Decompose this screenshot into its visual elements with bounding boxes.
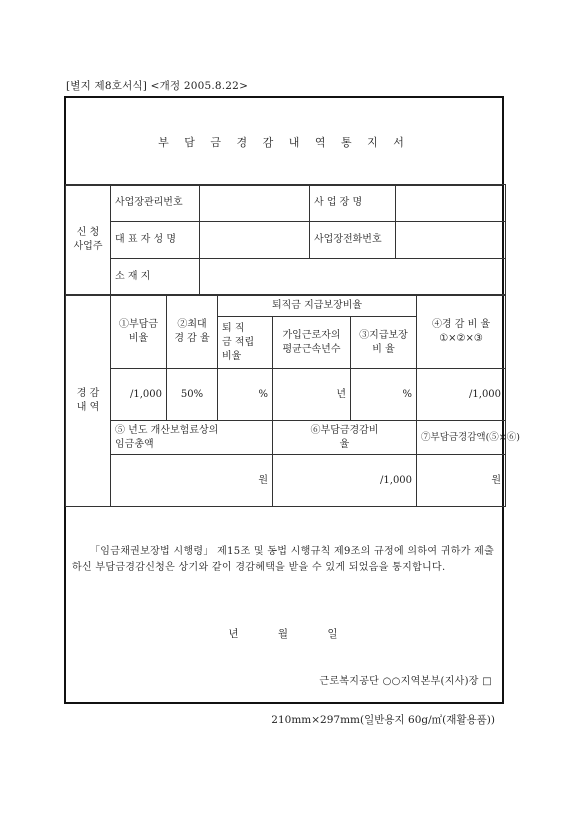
burden-reduction-rate-header: ⑥부담금경감비 율 — [273, 421, 417, 455]
biz-phone-field[interactable] — [396, 222, 506, 259]
biz-name-label: 사 업 장 명 — [310, 185, 396, 222]
reduction-ratio-header: ④경 감 비 율 ①×②×③ — [417, 295, 506, 369]
form-title: 부 담 금 경 감 내 역 통 지 서 — [66, 98, 502, 186]
total-wage-header: ⑤ 년도 개산보험료상의 임금총액 — [111, 421, 273, 455]
burden-reduction-amount-value[interactable]: 원 — [417, 455, 506, 507]
biz-name-field[interactable] — [396, 185, 506, 222]
guarantee-ratio-value[interactable]: % — [351, 369, 417, 421]
reduction-ratio-value[interactable]: /1,000 — [417, 369, 506, 421]
date-line — [66, 626, 502, 641]
burden-reduction-rate-value[interactable]: /1,000 — [273, 455, 417, 507]
biz-no-field[interactable] — [200, 185, 310, 222]
total-wage-value[interactable]: 원 — [111, 455, 273, 507]
reduction-section-label: 경 감 내 역 — [66, 295, 111, 507]
rep-name-field[interactable] — [200, 222, 310, 259]
burden-reduction-amount-header: ⑦부담금경감액(⑤×⑥) — [417, 421, 506, 455]
retirement-reserve-header: 퇴 직 금 적립 비율 — [218, 317, 273, 369]
notice-form — [64, 96, 520, 704]
applicant-section-label: 신 청 사업주 — [66, 185, 111, 296]
notice-body-text: 「임금채권보장법 시행령」 제15조 및 동법 시행규칙 제9조의 규정에 의하여 귀하가 제출하신 부담금경감신청은 상기와 같이 경감혜택을 받을 수 있게 되었음을 통지합니다. — [72, 546, 495, 573]
burden-ratio-header: ①부담금 비율 — [111, 295, 167, 369]
rep-name-label: 대 표 자 성 명 — [111, 222, 200, 259]
biz-no-label: 사업장관리번호 — [111, 185, 200, 222]
retirement-reserve-value[interactable]: % — [218, 369, 273, 421]
issuer-signature: 근로복지공단 ○○지역본부(지사)장 □ — [319, 676, 492, 687]
form-number-note: [별지 제8호서식] <개정 2005.8.22> — [66, 80, 249, 92]
applicant-table — [65, 184, 506, 296]
guarantee-ratio-header: ③지급보장 비 율 — [351, 317, 417, 369]
reduction-table — [65, 294, 520, 507]
address-label: 소 재 지 — [111, 259, 200, 296]
avg-tenure-header: 가입근로자의 평균근속년수 — [273, 317, 351, 369]
avg-tenure-value[interactable]: 년 — [273, 369, 351, 421]
max-reduction-value: 50% — [167, 369, 218, 421]
paper-spec-note: 210mm×297mm(일반용지 60g/㎡(재활용품)) — [271, 714, 495, 726]
month-label: 월 — [277, 628, 291, 640]
max-reduction-header: ②최대 경 감 율 — [167, 295, 218, 369]
retirement-guarantee-header: 퇴직금 지급보장비율 — [218, 295, 417, 317]
day-label: 일 — [327, 628, 340, 640]
biz-phone-label: 사업장전화번호 — [310, 222, 396, 259]
year-label: 년 — [228, 628, 241, 640]
address-field[interactable] — [200, 259, 506, 296]
burden-ratio-value[interactable]: /1,000 — [111, 369, 167, 421]
